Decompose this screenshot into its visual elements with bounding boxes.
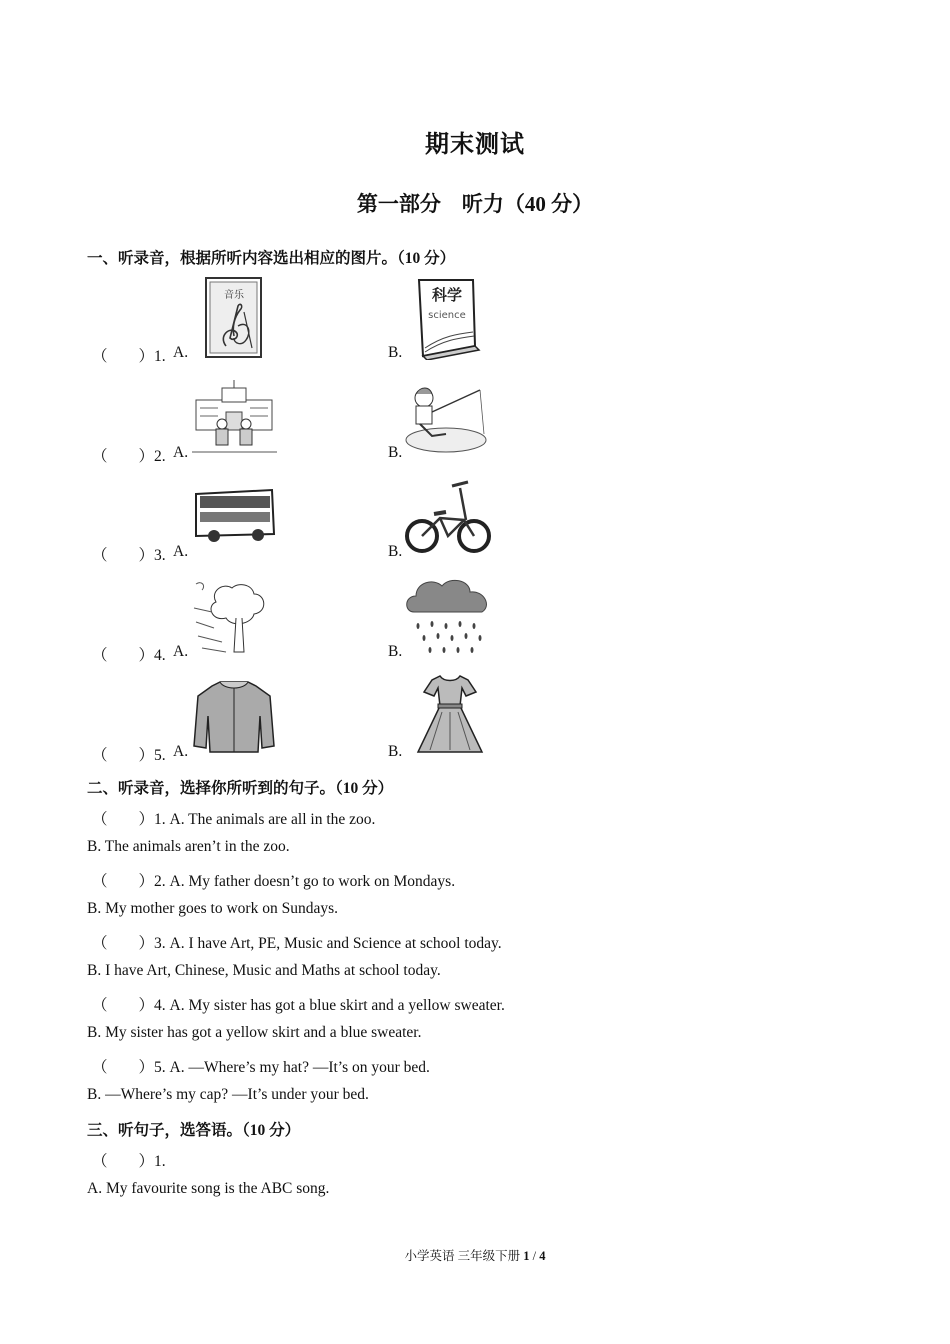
part2-line: （ ）3. A. I have Art, PE, Music and Science at school today. [92,935,502,952]
footer-separator: / [529,1249,540,1263]
part2-line: B. My sister has got a yellow skirt and a blue sweater. [87,1024,422,1041]
science-book-subtitle: science [428,310,466,321]
option-b-label: B. [388,643,403,660]
section-subtitle: 第一部分 听力（40 分） [356,192,594,216]
windy-tree-icon [192,578,277,654]
dress-icon [412,672,488,758]
part2-line: （ ）5. A. —Where’s my hat? —It’s on your bed. [92,1059,430,1076]
page-number: 1 [523,1249,530,1263]
school-icon [192,380,277,455]
part2-line: B. The animals aren’t in the zoo. [87,838,290,855]
option-a-label: A. [173,643,189,660]
part3-line: A. My favourite song is the ABC song. [87,1180,330,1197]
option-b-label: B. [388,444,403,461]
bicycle-icon [404,478,492,558]
part1-item-prefix: （ ）3. [92,547,166,564]
part1-item-prefix: （ ）1. [92,348,166,365]
part2-line: B. My mother goes to work on Sundays. [87,900,339,917]
music-book-icon [204,276,264,360]
option-b-label: B. [388,543,403,560]
part2-line: B. I have Art, Chinese, Music and Maths at school today. [87,962,441,979]
part2-heading: 二、听录音，选择你所听到的句子。（10 分） [87,780,394,797]
option-b-label: B. [388,344,403,361]
science-book-title: 科学 [431,286,463,304]
fishing-boy-icon [402,384,492,456]
option-a-label: A. [173,543,189,560]
part3-heading: 三、听句子，选答语。（10 分） [87,1122,301,1139]
music-book-label: 音乐 [224,290,244,301]
part2-line: （ ）1. A. The animals are all in the zoo. [92,811,376,828]
part1-item-prefix: （ ）2. [92,448,166,465]
part1-item-prefix: （ ）5. [92,747,166,764]
science-book-icon [413,276,483,360]
option-a-label: A. [173,743,189,760]
part2-line: （ ）2. A. My father doesn’t go to work on Mondays. [92,873,456,890]
part2-line: B. —Where’s my cap? —It’s under your bed. [87,1086,369,1103]
page-title: 期末测试 [425,132,525,158]
jacket-icon [192,676,277,756]
part1-item-prefix: （ ）4. [92,647,166,664]
option-a-label: A. [173,444,189,461]
page-footer [0,1246,950,1264]
part1-heading: 一、听录音，根据所听内容选出相应的图片。（10 分） [87,250,456,267]
rain-cloud-icon [404,576,492,658]
option-b-label: B. [388,743,403,760]
part3-line: （ ）1. [92,1153,166,1170]
footer-text: 小学英语 三年级下册 [404,1249,524,1263]
page-total: 4 [539,1249,546,1263]
bus-icon [192,488,277,546]
option-a-label: A. [173,344,189,361]
part2-line: （ ）4. A. My sister has got a blue skirt and a yellow sweater. [92,997,505,1014]
